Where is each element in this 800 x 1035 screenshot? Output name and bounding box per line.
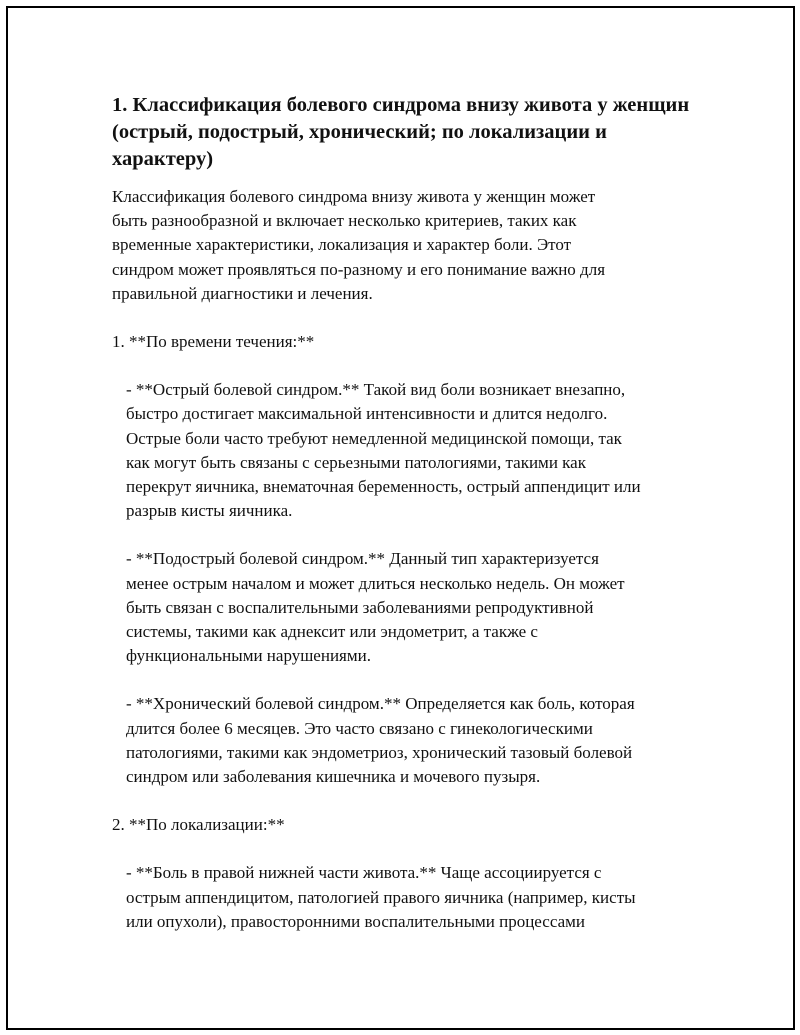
- document-body: [112, 92, 692, 934]
- subsection-time-heading: 1. **По времени течения:**: [112, 332, 315, 352]
- chronic-pain-item: - **Хронический болевой синдром.** Определяется как боль, которая длится более 6 месяцев. Это часто связано с гинекологическими патологиями, такими как эндометриоз, хронический тазовый болевой синдром или заболевания кишечника и мочевого пузыря.: [126, 694, 635, 787]
- acute-pain-item: - **Острый болевой синдром.** Такой вид боли возникает внезапно, быстро достигает максимальной интенсивности и длится недолго. Острые боли часто требуют немедленной медицинской помощи, так как могут быть связаны с серьезными патологиями, такими как перекрут яичника, внематочная беременность, острый аппендицит или разрыв кисты яичника.: [126, 380, 641, 521]
- section-heading: 1. Классификация болевого синдрома внизу живота у женщин (острый, подострый, хронический; по локализации и характеру): [112, 94, 690, 170]
- subsection-location-heading: 2. **По локализации:**: [112, 815, 285, 835]
- right-lower-pain-item: - **Боль в правой нижней части живота.** Чаще ассоциируется с острым аппендицитом, патологией правого яичника (например, кисты или опухоли), правосторонними воспалительными процессами: [126, 863, 636, 931]
- subacute-pain-item: - **Подострый болевой синдром.** Данный тип характеризуется менее острым началом и может длиться несколько недель. Он может быть связан с воспалительными заболеваниями репродуктивной системы, такими как аднексит или эндометрит, а также с функциональными нарушениями.: [126, 549, 625, 666]
- intro-paragraph: Классификация болевого синдрома внизу живота у женщин может быть разнообразной и включает несколько критериев, таких как временные характеристики, локализация и характер боли. Этот синдром может проявляться по-разному и его понимание важно для правильной диагностики и лечения.: [112, 187, 606, 303]
